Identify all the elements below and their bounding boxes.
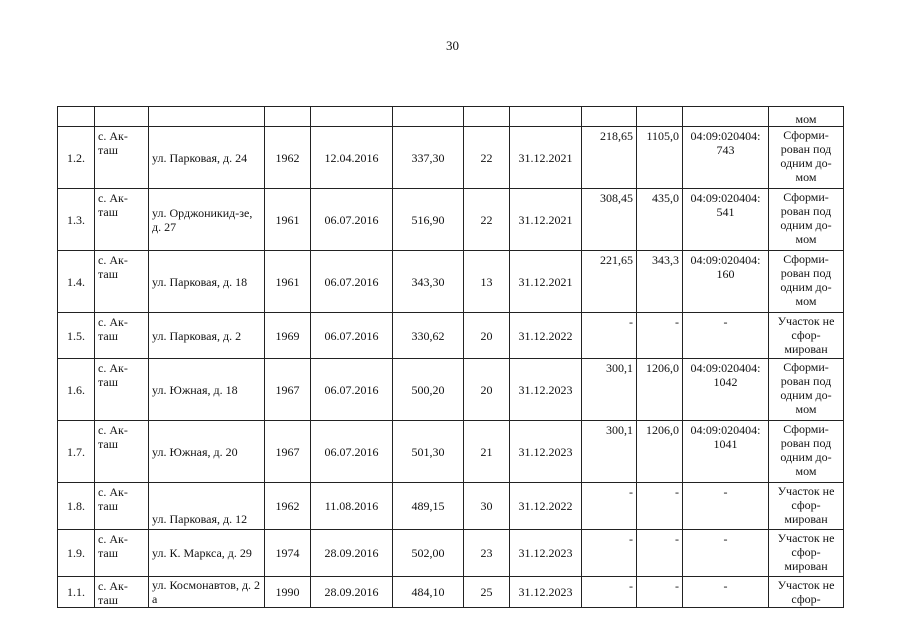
area-cell: 484,10 [393, 577, 464, 608]
year-cell: 1962 [265, 127, 311, 189]
cadastral-cell: - [683, 530, 769, 577]
cadastral-cell: 04:09:020404: 160 [683, 251, 769, 313]
year-cell: 1969 [265, 313, 311, 359]
year-cell: 1962 [265, 483, 311, 530]
place-cell: с. Ак-таш [95, 189, 149, 251]
status-cell: Сформи-рован под одним до-мом [769, 189, 844, 251]
address-cell: ул. К. Маркса, д. 29 [149, 530, 265, 577]
status-cell: Сформи-рован под одним до-мом [769, 127, 844, 189]
place-cell: с. Ак-таш [95, 421, 149, 483]
residents-cell: 20 [464, 313, 510, 359]
housing-table [57, 106, 844, 608]
year-cell: 1967 [265, 359, 311, 421]
year-cell: 1961 [265, 189, 311, 251]
deadline-cell: 31.12.2021 [510, 127, 582, 189]
area-cell: 500,20 [393, 359, 464, 421]
address-cell: ул. Южная, д. 18 [149, 359, 265, 421]
value2-cell: 1206,0 [637, 359, 683, 421]
address-cell: ул. Орджоникид-зе, д. 27 [149, 189, 265, 251]
table-row [58, 530, 844, 577]
value1-cell: 308,45 [582, 189, 637, 251]
residents-cell: 25 [464, 577, 510, 608]
page-number: 30 [446, 38, 459, 53]
year-cell: 1990 [265, 577, 311, 608]
date-cell: 11.08.2016 [311, 483, 393, 530]
deadline-cell: 31.12.2023 [510, 421, 582, 483]
cadastral-cell: 04:09:020404: 541 [683, 189, 769, 251]
table-row-continuation [58, 107, 844, 127]
deadline-cell: 31.12.2021 [510, 189, 582, 251]
date-cell: 12.04.2016 [311, 127, 393, 189]
cadastral-cell: 04:09:020404: 1041 [683, 421, 769, 483]
table-row [58, 483, 844, 530]
place-cell: с. Ак-таш [95, 483, 149, 530]
address-cell: ул. Парковая, д. 24 [149, 127, 265, 189]
residents-cell: 23 [464, 530, 510, 577]
address-cell: ул. Парковая, д. 18 [149, 251, 265, 313]
value2-cell: 1105,0 [637, 127, 683, 189]
status-cell: Сформи-рован под одним до-мом [769, 421, 844, 483]
address-cell: ул. Космонавтов, д. 2 а [149, 577, 265, 608]
date-cell: 28.09.2016 [311, 577, 393, 608]
deadline-cell: 31.12.2022 [510, 313, 582, 359]
status-cell: Участок не сфор- [769, 577, 844, 608]
status-cell: Сформи-рован под одним до-мом [769, 359, 844, 421]
deadline-cell: 31.12.2022 [510, 483, 582, 530]
value1-cell: 300,1 [582, 421, 637, 483]
status-cell: мом [769, 107, 844, 127]
num-cell: 1.2. [58, 127, 95, 189]
num-cell: 1.1. [58, 577, 95, 608]
area-cell: 502,00 [393, 530, 464, 577]
value1-cell: - [582, 530, 637, 577]
value2-cell: - [637, 577, 683, 608]
value2-cell: 435,0 [637, 189, 683, 251]
cadastral-cell: 04:09:020404: 743 [683, 127, 769, 189]
place-cell: с. Ак-таш [95, 359, 149, 421]
place-cell: с. Ак-таш [95, 127, 149, 189]
place-cell: с. Ак-таш [95, 251, 149, 313]
date-cell: 06.07.2016 [311, 359, 393, 421]
table-row [58, 421, 844, 483]
deadline-cell: 31.12.2023 [510, 577, 582, 608]
year-cell: 1967 [265, 421, 311, 483]
date-cell: 06.07.2016 [311, 251, 393, 313]
date-cell: 06.07.2016 [311, 313, 393, 359]
status-cell: Сформи-рован под одним до-мом [769, 251, 844, 313]
cadastral-cell: 04:09:020404: 1042 [683, 359, 769, 421]
cadastral-cell: - [683, 313, 769, 359]
residents-cell: 22 [464, 127, 510, 189]
num-cell: 1.8. [58, 483, 95, 530]
value2-cell: - [637, 530, 683, 577]
status-cell: Участок не сфор-мирован [769, 313, 844, 359]
cadastral-cell: - [683, 483, 769, 530]
status-cell: Участок не сфор-мирован [769, 530, 844, 577]
table-row [58, 189, 844, 251]
value1-cell: - [582, 483, 637, 530]
area-cell: 501,30 [393, 421, 464, 483]
cadastral-cell: - [683, 577, 769, 608]
value2-cell: 1206,0 [637, 421, 683, 483]
num-cell: 1.3. [58, 189, 95, 251]
deadline-cell: 31.12.2023 [510, 359, 582, 421]
value1-cell: 300,1 [582, 359, 637, 421]
num-cell: 1.5. [58, 313, 95, 359]
date-cell: 28.09.2016 [311, 530, 393, 577]
value1-cell: - [582, 313, 637, 359]
table-row [58, 359, 844, 421]
value1-cell: 218,65 [582, 127, 637, 189]
table-row [58, 251, 844, 313]
num-cell: 1.7. [58, 421, 95, 483]
area-cell: 516,90 [393, 189, 464, 251]
num-cell: 1.4. [58, 251, 95, 313]
area-cell: 337,30 [393, 127, 464, 189]
table-row [58, 127, 844, 189]
date-cell: 06.07.2016 [311, 189, 393, 251]
num-cell: 1.6. [58, 359, 95, 421]
date-cell: 06.07.2016 [311, 421, 393, 483]
num-cell: 1.9. [58, 530, 95, 577]
place-cell: с. Ак-таш [95, 313, 149, 359]
value1-cell: - [582, 577, 637, 608]
area-cell: 330,62 [393, 313, 464, 359]
value2-cell: - [637, 313, 683, 359]
residents-cell: 22 [464, 189, 510, 251]
value2-cell: - [637, 483, 683, 530]
value1-cell: 221,65 [582, 251, 637, 313]
place-cell: с. Ак-таш [95, 577, 149, 608]
address-cell: ул. Парковая, д. 2 [149, 313, 265, 359]
year-cell: 1961 [265, 251, 311, 313]
area-cell: 489,15 [393, 483, 464, 530]
deadline-cell: 31.12.2023 [510, 530, 582, 577]
residents-cell: 21 [464, 421, 510, 483]
status-cell: Участок не сфор-мирован [769, 483, 844, 530]
residents-cell: 13 [464, 251, 510, 313]
place-cell: с. Ак-таш [95, 530, 149, 577]
residents-cell: 20 [464, 359, 510, 421]
year-cell: 1974 [265, 530, 311, 577]
area-cell: 343,30 [393, 251, 464, 313]
residents-cell: 30 [464, 483, 510, 530]
address-cell: ул. Южная, д. 20 [149, 421, 265, 483]
deadline-cell: 31.12.2021 [510, 251, 582, 313]
table-row [58, 313, 844, 359]
value2-cell: 343,3 [637, 251, 683, 313]
address-cell: ул. Парковая, д. 12 [149, 483, 265, 530]
table-row [58, 577, 844, 608]
